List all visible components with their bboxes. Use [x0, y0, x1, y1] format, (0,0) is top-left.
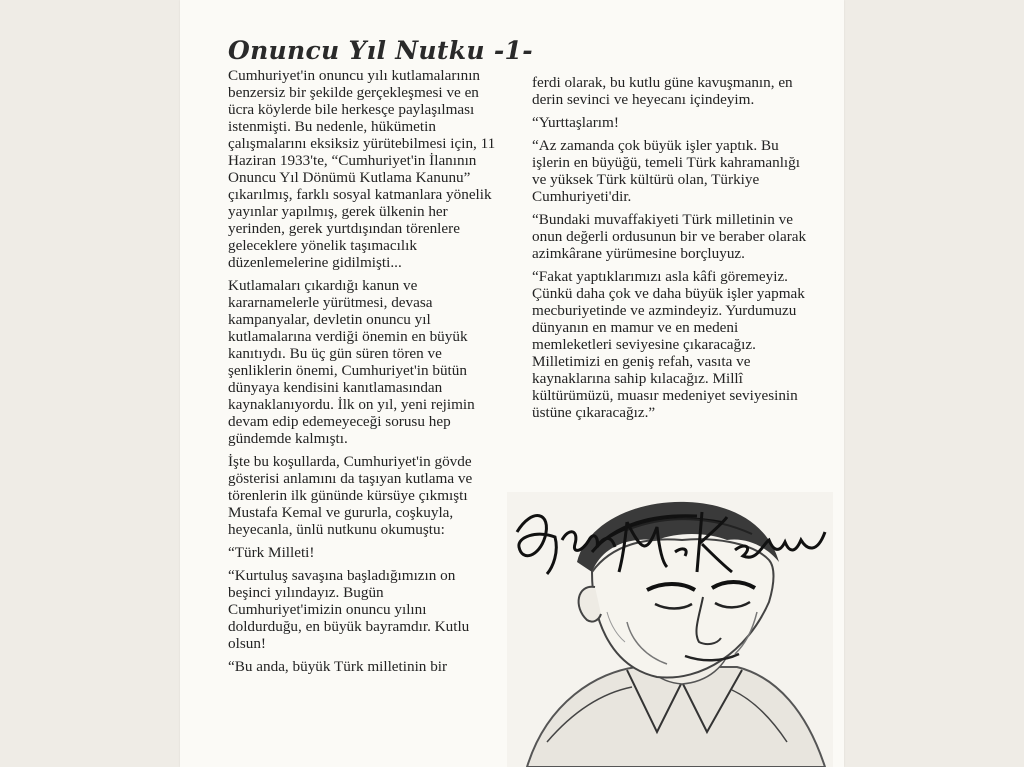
paragraph: “Bundaki muvaffakiyeti Türk milletinin ve onun değerli ordusunun bir ve beraber olarak azimkârane yürümesine borçluyuz. — [532, 211, 807, 262]
paragraph: Cumhuriyet'in onuncu yılı kutlamalarının benzersiz bir şekilde gerçekleşmesi ve en ücra köylerde bile herkesçe paylaşılması istenmişti. Bu nedenle, hükümetin çalışmalarını eksiksiz yürütebilmesi için, 11 Haziran 1933'te, “Cumhuriyet'in İlanının Onuncu Yıl Dönümü Kutlama Kanunu” çıkarılmış, farklı sosyal katmanlara yönelik yayınlar yapılmış, gerek ülkenin her yerinden, gerek yurtdışından törenlere geleceklere yönelik taşımacılık düzenlemelerine gidilmişti... — [228, 67, 496, 271]
paragraph: “Yurttaşlarım! — [532, 114, 619, 131]
paragraph: Kutlamaları çıkardığı kanun ve kararnamelerle yürütmesi, devasa kampanyalar, devletin onuncu yıl kutlamalarına verdiği önemin en büyük kanıtıydı. Bu üç gün süren tören ve şenliklerin önemi, Cumhuriyet'in bütün dünyaya kendisini kanıtlamasından kaynaklanıyordu. İlk on yıl, yeni rejimin devam edip edemeyeceği sorusu hep gündemde kalmıştı. — [228, 277, 475, 447]
paragraph: ferdi olarak, bu kutlu güne kavuşmanın, en derin sevinci ve heyecanı içindeyim. — [532, 74, 793, 108]
paragraph: “Bu anda, büyük Türk milletinin bir — [228, 658, 448, 675]
right-column — [532, 74, 814, 427]
paragraph: “Az zamanda çok büyük işler yaptık. Bu işlerin en büyüğü, temeli Türk kahramanlığı ve yüksek Türk kültürü olan, Türkiye Cumhuriyeti'dir. — [532, 137, 800, 205]
document-page — [180, 0, 844, 767]
paragraph: İşte bu koşullarda, Cumhuriyet'in gövde gösterisi anlamını da taşıyan kutlama ve törenlerin ilk gününde kürsüye çıkmıştı Mustafa Kemal ve gururla, coşkuyla, heyecanla, ünlü nutkunu okumuştu: — [228, 453, 473, 538]
paragraph: “Kurtuluş savaşına başladığımızın on beşinci yılındayız. Bugün Cumhuriyet'imizin onuncu yılını doldurduğu, en büyük bayramdır. Kutlu olsun! — [228, 567, 470, 652]
page-title: Onuncu Yıl Nutku -1- — [228, 36, 533, 65]
paragraph: “Fakat yaptıklarımızı asla kâfi göremeyiz. Çünkü daha çok ve daha büyük işler yapmak mecburiyetinde ve azmindeyiz. Yurdumuzu dünyanın en mamur ve en medeni memleketleri seviyesine çıkaracağız. Milletimizi en geniş refah, vasıta ve kaynaklarına sahip kılacağız. Millî kültürümüzü, muasır medeniyet seviyesinin üstüne çıkaracağız.” — [532, 268, 805, 421]
portrait-sketch — [507, 492, 833, 767]
left-column — [228, 67, 500, 681]
paragraph: “Türk Milleti! — [228, 544, 315, 561]
signature-icon — [507, 492, 833, 582]
